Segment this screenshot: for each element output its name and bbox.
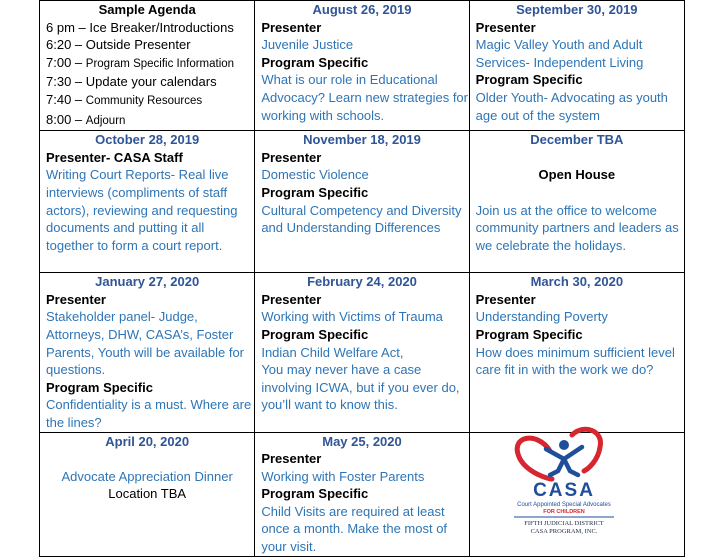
month-cell-december: [469, 131, 684, 273]
event-description: Join us at the office to welcome community partners and leaders as we celebrate the holidays.: [475, 202, 679, 253]
month-date: April 20, 2020: [105, 433, 190, 449]
logo-tagline: Court Appointed Special Advocates: [517, 502, 611, 508]
presenter-topic: Working with Foster Parents: [261, 468, 425, 484]
month-cell-november: [255, 131, 469, 273]
agenda-item: 6 pm – Ice Breaker/Introductions: [46, 19, 234, 35]
presenter-label: Presenter- CASA Staff: [46, 149, 183, 165]
event-title: Advocate Appreciation Dinner: [61, 468, 233, 484]
heart-icon: [517, 438, 552, 479]
agenda-item: 6:20 – Outside Presenter: [46, 37, 191, 53]
program-topic: Indian Child Welfare Act,: [261, 344, 404, 360]
presenter-topic: Domestic Violence: [261, 167, 369, 183]
presenter-label: Presenter: [261, 451, 322, 467]
month-date: August 26, 2019: [312, 2, 412, 17]
presenter-label: Presenter: [475, 291, 536, 307]
program-label: Program Specific: [475, 72, 583, 88]
month-date: May 25, 2020: [322, 433, 402, 449]
program-label: Program Specific: [261, 486, 369, 502]
month-cell-august: [255, 1, 469, 131]
program-label: Program Specific: [475, 326, 583, 342]
table-row: [40, 1, 685, 131]
casa-logo: [500, 425, 650, 542]
month-cell-february: [255, 273, 469, 432]
month-date: September 30, 2019: [516, 2, 638, 17]
presenter-topic: Writing Court Reports- Real live interviews (compliments of staff actors), reviewing and requesting documents and putting it all together to form a court report.: [46, 167, 238, 253]
program-topic: What is our role in Educational Advocacy? Learn new strategies for working with schools.: [261, 72, 468, 123]
month-cell-september: [469, 1, 684, 131]
agenda-cell: [40, 1, 255, 131]
agenda-title: Sample Agenda: [98, 2, 196, 17]
program-label: Program Specific: [261, 326, 369, 342]
presenter-label: Presenter: [46, 291, 106, 307]
presenter-topic: Stakeholder panel- Judge, Attorneys, DHW, CASA’s, Foster Parents, Youth will be available for questions.: [46, 309, 245, 378]
month-cell-april: [40, 432, 255, 556]
logo-name: CASA: [533, 480, 595, 501]
table-row: [40, 273, 685, 432]
logo-program: CASA PROGRAM, INC.: [530, 528, 598, 535]
child-figure-body: [546, 447, 582, 475]
event-title: Open House: [538, 167, 616, 183]
program-label: Program Specific: [46, 379, 153, 395]
month-date: February 24, 2020: [307, 274, 417, 290]
month-date: November 18, 2019: [303, 132, 421, 148]
month-date: January 27, 2020: [95, 274, 200, 290]
presenter-label: Presenter: [475, 19, 536, 35]
program-topic: How does minimum sufficient level care fit in with the work we do?: [475, 344, 675, 378]
agenda-item: 8:00 – Adjourn: [46, 111, 126, 127]
program-topic: Cultural Competency and Diversity and Understanding Differences: [261, 202, 462, 236]
child-figure-icon: [559, 440, 569, 450]
program-topic: Confidentiality is a must. Where are the lines?: [46, 397, 252, 430]
presenter-topic: Understanding Poverty: [475, 309, 608, 325]
table-row: [40, 131, 685, 273]
agenda-item: 7:40 – Community Resources: [46, 91, 203, 107]
logo-for-children: FOR CHILDREN: [543, 509, 585, 515]
month-cell-january: [40, 273, 255, 432]
presenter-label: Presenter: [261, 149, 322, 165]
program-topic: Child Visits are required at least once a month. Make the most of your visit.: [261, 503, 448, 555]
month-date: December TBA: [530, 132, 624, 148]
presenter-topic: Juvenile Justice: [261, 37, 354, 53]
month-cell-march: [469, 273, 684, 432]
program-detail: You may never have a case involving ICWA, but if you ever do, you’ll want to know this.: [261, 362, 460, 413]
month-cell-october: [40, 131, 255, 273]
month-date: March 30, 2020: [530, 274, 624, 290]
presenter-topic: Magic Valley Youth and Adult Services- Independent Living: [475, 37, 644, 70]
presenter-label: Presenter: [261, 291, 322, 307]
month-date: October 28, 2019: [95, 132, 200, 148]
program-label: Program Specific: [261, 54, 369, 70]
program-topic: Older Youth- Advocating as youth age out of the system: [475, 89, 668, 123]
presenter-label: Presenter: [261, 19, 322, 35]
month-cell-may: [255, 432, 469, 556]
presenter-topic: Working with Victims of Trauma: [261, 309, 443, 325]
logo-district: FIFTH JUDICIAL DISTRICT: [524, 520, 604, 527]
event-location: Location TBA: [108, 486, 187, 502]
agenda-item: 7:00 – Program Specific Information: [46, 54, 235, 70]
agenda-item: 7:30 – Update your calendars: [46, 74, 217, 90]
program-label: Program Specific: [261, 184, 369, 200]
